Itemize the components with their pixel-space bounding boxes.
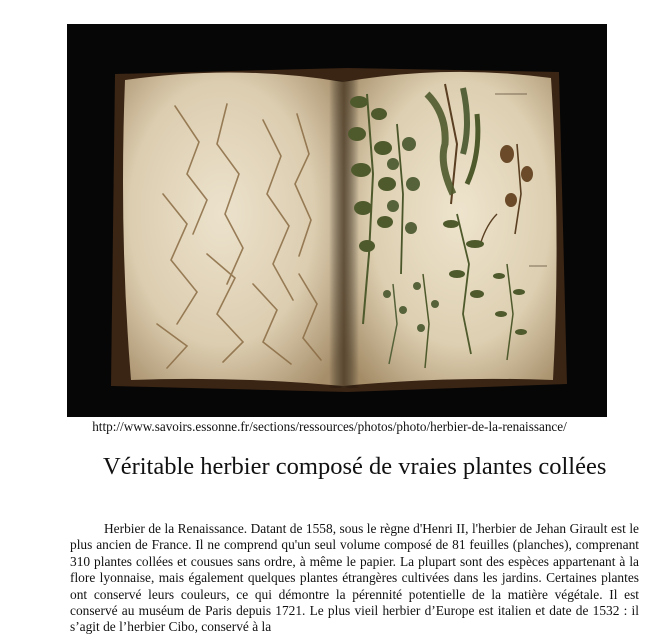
article-paragraph: Herbier de la Renaissance. Datant de 1558, sous le règne d'Henri II, l'herbier de Jehan Girault est le plus ancien de France. Il ne comprend qu'un seul volume composé de 81 feuilles (planches), comprenant 310 plantes collées et cousues sans ordre, à même le papier. La plupart sont des espèces appartenant à la flore lyonnaise, mais également quelques plantes étrangères cultivées dans les jardins. Certaines plantes ont conservé leurs couleurs, ce qui démontre la pérennité potentielle de la matière végétale. Il est conservé au muséum de Paris depuis 1721. Le plus vieil herbier d’Europe est italien et date de 1532 : il s’agit de l’herbier Cibo, conservé à la [70,521,639,635]
article-title: Véritable herbier composé de vraies plantes collées [103,453,607,480]
herbarium-photo [67,24,607,417]
book-gutter [329,80,359,388]
herbarium-book-illustration [67,24,607,417]
image-caption-url: http://www.savoirs.essonne.fr/sections/ressources/photos/photo/herbier-de-la-renaissance/ [92,419,567,434]
